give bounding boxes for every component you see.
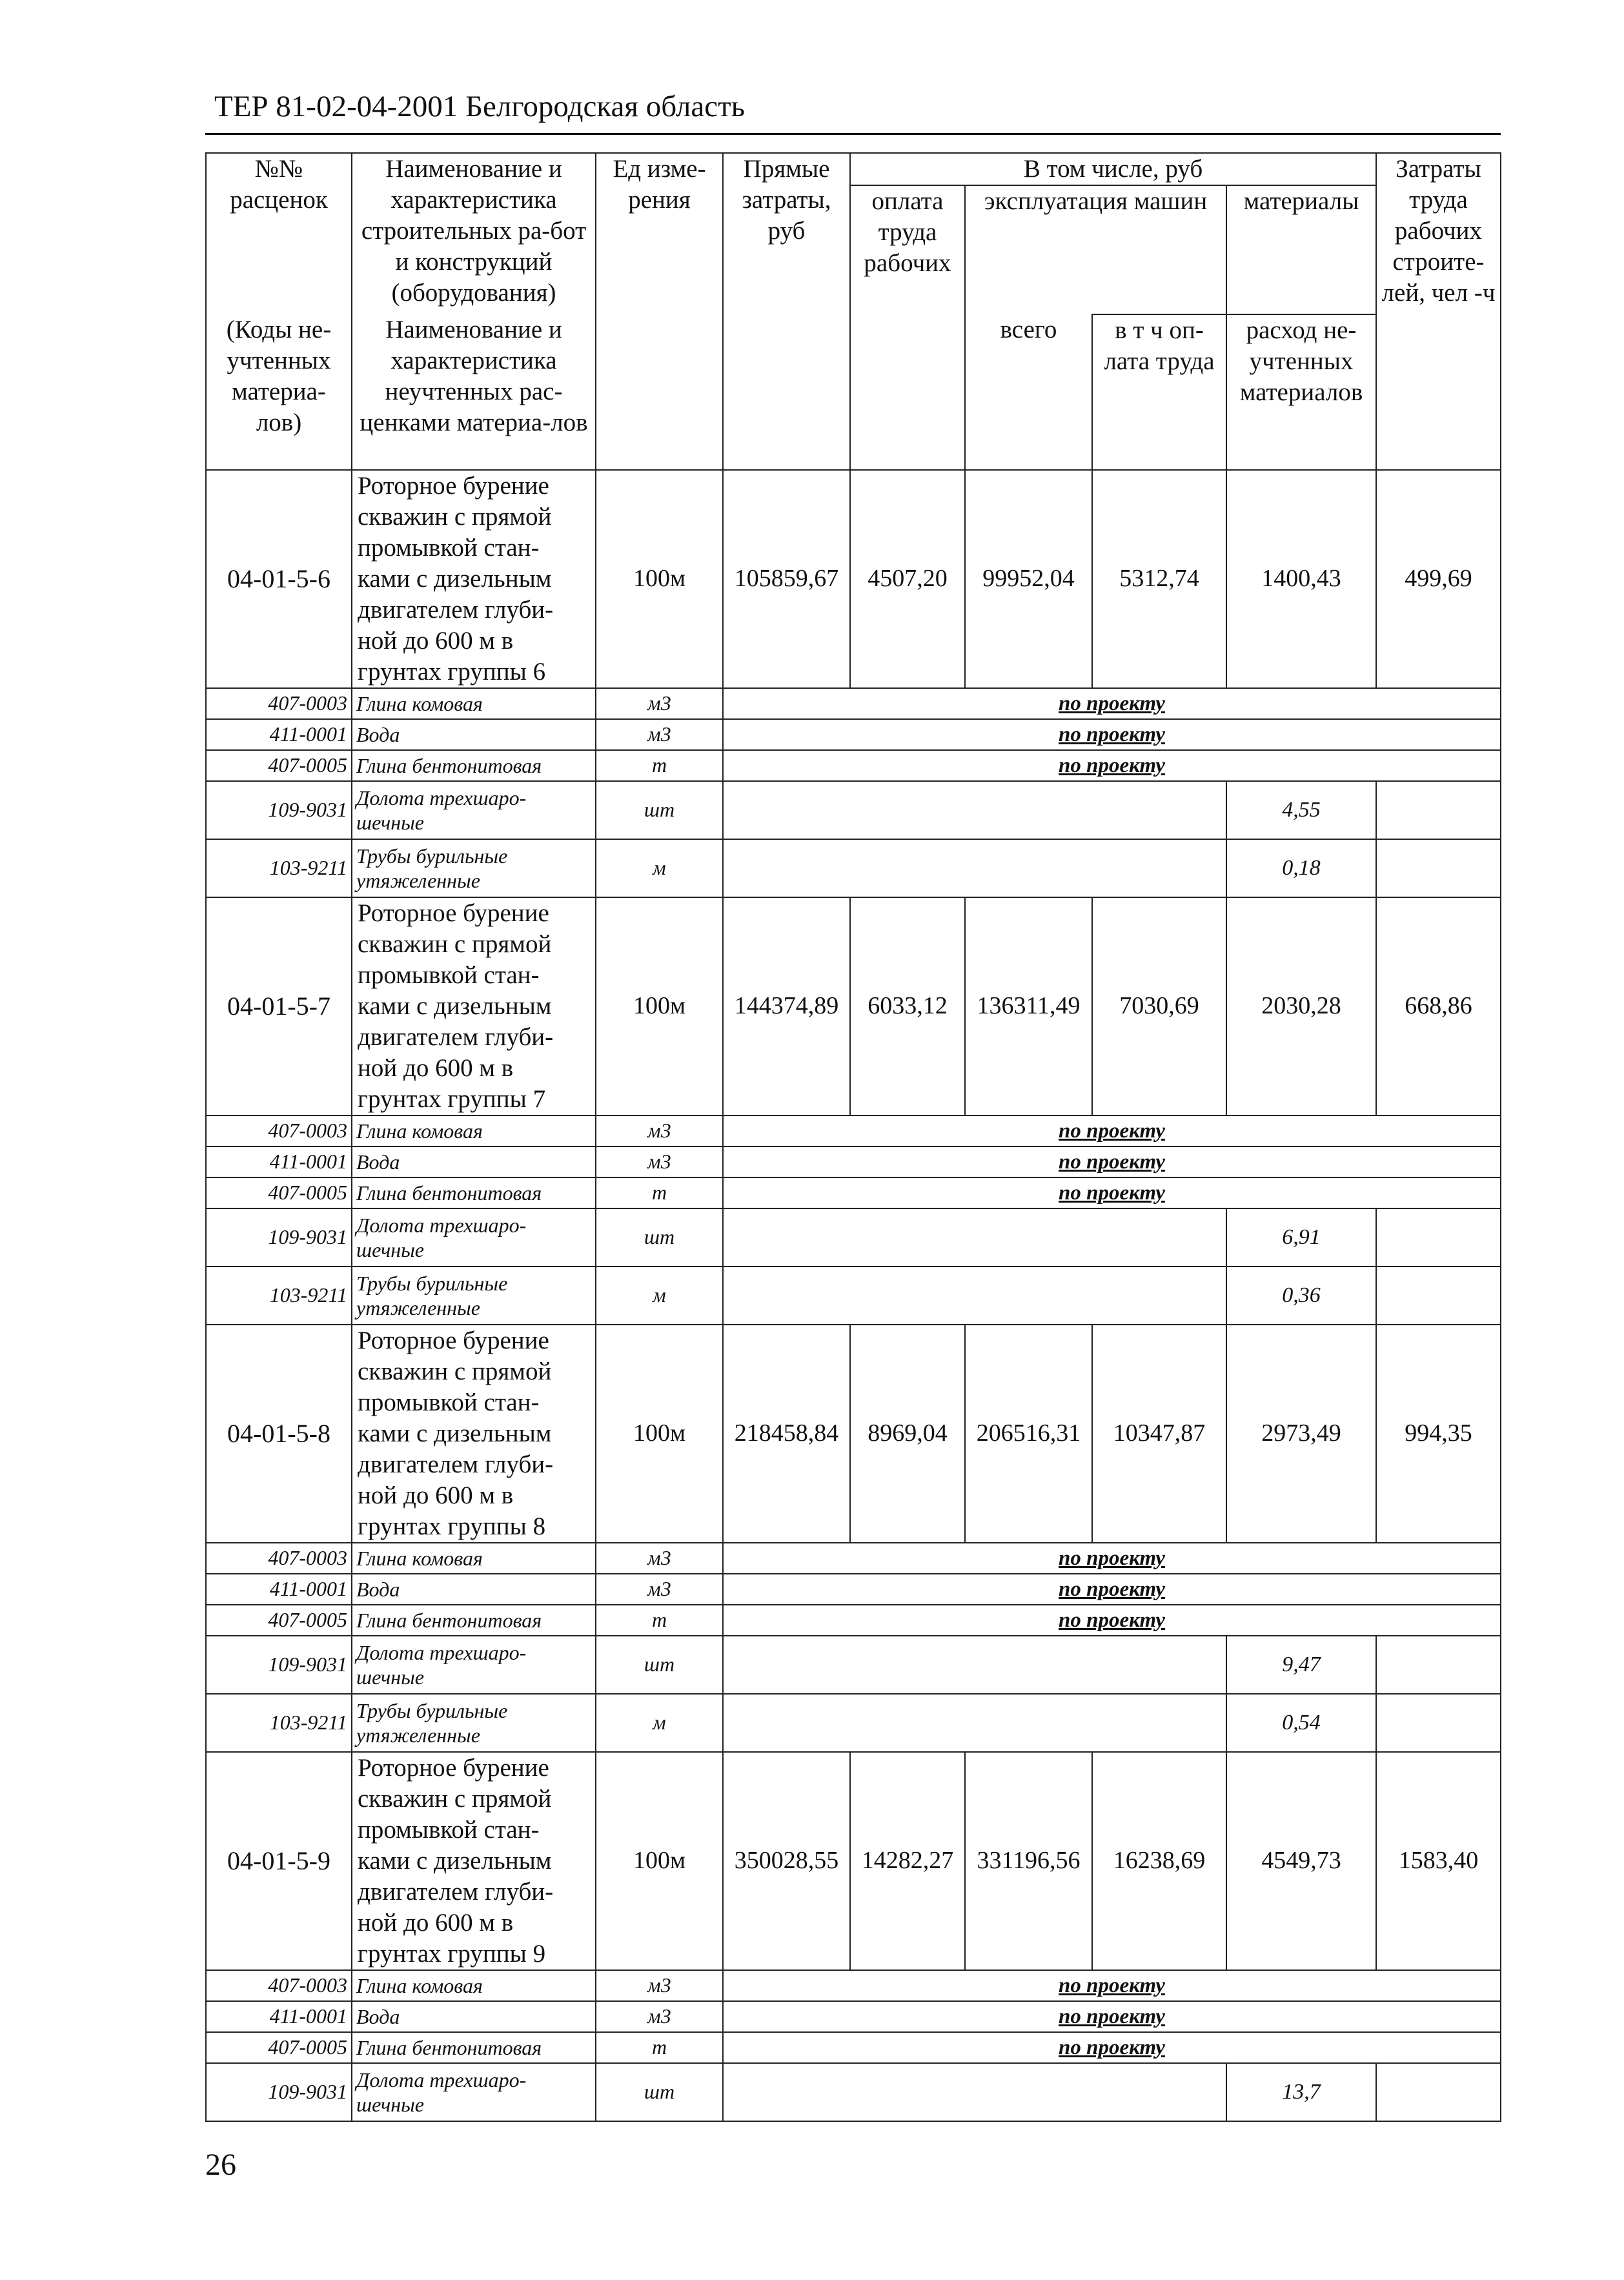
material-per-project: по проекту (723, 688, 1501, 719)
document-title: ТЕР 81-02-04-2001 Белгородская область (214, 90, 746, 123)
material-row (206, 750, 1501, 781)
header-labor-pay: оплата труда рабочих (850, 185, 965, 470)
material-unit: шт (596, 2063, 723, 2121)
header-direct-costs: Прямые затраты, руб (723, 153, 850, 470)
material-unit: т (596, 1605, 723, 1636)
material-unit: м3 (596, 1574, 723, 1605)
material-row (206, 719, 1501, 750)
material-unit: м (596, 1267, 723, 1325)
work-name-line: двигателем глуби- (358, 1450, 554, 1478)
rate-labor-pay: 8969,04 (850, 1325, 965, 1543)
material-blank-last (1376, 1208, 1501, 1267)
material-code: 109-9031 (206, 1636, 352, 1694)
rate-machines-labor: 5312,74 (1092, 470, 1226, 688)
rate-unit: 100м (596, 1752, 723, 1970)
work-name-line: грунтах группы 8 (358, 1512, 546, 1540)
material-blank-last (1376, 2063, 1501, 2121)
work-name-line: скважин с прямой (358, 503, 552, 531)
material-per-project: по проекту (723, 750, 1501, 781)
header-material-usage: расход не-учтенных материалов (1226, 314, 1376, 470)
rate-work-name (352, 1752, 596, 1970)
header-materials: материалы (1226, 185, 1376, 314)
rate-unit: 100м (596, 470, 723, 688)
material-unit: т (596, 1177, 723, 1208)
rate-code: 04-01-5-7 (206, 897, 352, 1115)
material-name: Глина бентонитовая (352, 2032, 596, 2063)
material-code: 109-9031 (206, 1208, 352, 1267)
rate-row (206, 1325, 1501, 1543)
material-row (206, 1146, 1501, 1177)
rate-labor-pay: 14282,27 (850, 1752, 965, 1970)
rates-table (205, 152, 1501, 2122)
work-name-line: ками с дизельным (358, 1420, 552, 1447)
header-unaccounted-codes: (Коды не-учтенных материа-лов) (206, 314, 352, 470)
material-unit: шт (596, 781, 723, 839)
material-code: 411-0001 (206, 1146, 352, 1177)
material-name: Трубы бурильные утяжеленные (352, 1694, 596, 1752)
material-unit: т (596, 2032, 723, 2063)
work-name-line: Роторное бурение (358, 1754, 549, 1782)
rate-row (206, 1752, 1501, 1970)
work-name-line: скважин с прямой (358, 1785, 552, 1813)
work-name-line: промывкой стан- (358, 534, 540, 562)
material-per-project: по проекту (723, 1605, 1501, 1636)
rate-code: 04-01-5-8 (206, 1325, 352, 1543)
material-name: Вода (352, 1574, 596, 1605)
work-name-line: грунтах группы 9 (358, 1940, 546, 1968)
material-blank-last (1376, 1636, 1501, 1694)
rate-materials: 4549,73 (1226, 1752, 1376, 1970)
work-name-line: грунтах группы 7 (358, 1085, 546, 1113)
material-row (206, 1543, 1501, 1574)
rate-machines-total: 206516,31 (965, 1325, 1092, 1543)
material-quantity: 0,18 (1226, 839, 1376, 897)
material-row (206, 1574, 1501, 1605)
rate-work-name (352, 1325, 596, 1543)
material-name: Долота трехшаро-шечные (352, 1636, 596, 1694)
material-code: 109-9031 (206, 781, 352, 839)
header-code: №№ расценок (206, 153, 352, 314)
material-code: 109-9031 (206, 2063, 352, 2121)
material-row (206, 1177, 1501, 1208)
header-unit: Ед изме-рения (596, 153, 723, 470)
work-name-line: ной до 600 м в (358, 1054, 514, 1082)
work-name-line: ками с дизельным (358, 992, 552, 1020)
rate-unit: 100м (596, 897, 723, 1115)
material-blank (723, 1208, 1226, 1267)
rate-work-name (352, 897, 596, 1115)
rate-materials: 2030,28 (1226, 897, 1376, 1115)
material-per-project: по проекту (723, 1543, 1501, 1574)
material-code: 407-0003 (206, 1543, 352, 1574)
rate-materials: 2973,49 (1226, 1325, 1376, 1543)
material-per-project: по проекту (723, 1574, 1501, 1605)
material-name: Глина бентонитовая (352, 1177, 596, 1208)
material-quantity: 0,36 (1226, 1267, 1376, 1325)
material-blank-last (1376, 1267, 1501, 1325)
material-name: Вода (352, 2001, 596, 2032)
rate-direct-costs: 350028,55 (723, 1752, 850, 1970)
material-unit: м3 (596, 1146, 723, 1177)
work-name-line: ной до 600 м в (358, 1909, 514, 1937)
material-blank-last (1376, 839, 1501, 897)
material-blank (723, 781, 1226, 839)
material-quantity: 9,47 (1226, 1636, 1376, 1694)
work-name-line: Роторное бурение (358, 1327, 549, 1354)
rate-machines-total: 99952,04 (965, 470, 1092, 688)
material-name: Глина бентонитовая (352, 1605, 596, 1636)
material-quantity: 4,55 (1226, 781, 1376, 839)
material-name: Трубы бурильные утяжеленные (352, 839, 596, 897)
material-code: 411-0001 (206, 2001, 352, 2032)
material-name: Трубы бурильные утяжеленные (352, 1267, 596, 1325)
material-name: Глина комовая (352, 1115, 596, 1146)
header-including: В том числе, руб (850, 153, 1376, 185)
rate-labor-hours: 499,69 (1376, 470, 1501, 688)
material-code: 407-0003 (206, 1115, 352, 1146)
material-blank (723, 1267, 1226, 1325)
material-row (206, 1267, 1501, 1325)
material-blank (723, 1694, 1226, 1752)
rate-direct-costs: 105859,67 (723, 470, 850, 688)
work-name-line: ной до 600 м в (358, 1481, 514, 1509)
material-name: Глина комовая (352, 1970, 596, 2001)
work-name-line: двигателем глуби- (358, 596, 554, 624)
rate-labor-hours: 1583,40 (1376, 1752, 1501, 1970)
material-blank-last (1376, 781, 1501, 839)
material-row (206, 2032, 1501, 2063)
material-code: 103-9211 (206, 1267, 352, 1325)
rate-work-name (352, 470, 596, 688)
material-row (206, 1636, 1501, 1694)
material-code: 407-0005 (206, 1605, 352, 1636)
rate-row (206, 470, 1501, 688)
material-code: 103-9211 (206, 839, 352, 897)
rate-direct-costs: 218458,84 (723, 1325, 850, 1543)
header-machines-total: всего (965, 314, 1092, 470)
header-labor-hours: Затраты труда рабочих строите-лей, чел -ч (1376, 153, 1501, 470)
material-name: Долота трехшаро-шечные (352, 1208, 596, 1267)
material-per-project: по проекту (723, 1146, 1501, 1177)
header-rule (205, 133, 1501, 135)
material-row (206, 1694, 1501, 1752)
material-unit: м3 (596, 2001, 723, 2032)
material-unit: м3 (596, 1970, 723, 2001)
material-quantity: 6,91 (1226, 1208, 1376, 1267)
work-name-line: Роторное бурение (358, 472, 549, 500)
material-unit: м3 (596, 1543, 723, 1574)
work-name-line: грунтах группы 6 (358, 658, 546, 686)
work-name-line: скважин с прямой (358, 1358, 552, 1385)
material-blank (723, 2063, 1226, 2121)
rate-labor-hours: 668,86 (1376, 897, 1501, 1115)
table-body (206, 470, 1501, 2121)
material-unit: шт (596, 1636, 723, 1694)
material-row (206, 2001, 1501, 2032)
rate-materials: 1400,43 (1226, 470, 1376, 688)
material-row (206, 688, 1501, 719)
material-name: Глина комовая (352, 688, 596, 719)
material-code: 411-0001 (206, 719, 352, 750)
rate-labor-pay: 4507,20 (850, 470, 965, 688)
material-blank-last (1376, 1694, 1501, 1752)
material-code: 407-0003 (206, 688, 352, 719)
work-name-line: промывкой стан- (358, 1816, 540, 1844)
material-per-project: по проекту (723, 1970, 1501, 2001)
material-code: 407-0005 (206, 1177, 352, 1208)
material-name: Долота трехшаро-шечные (352, 2063, 596, 2121)
material-name: Вода (352, 1146, 596, 1177)
header-machines-labor: в т ч оп-лата труда (1092, 314, 1226, 470)
material-quantity: 0,54 (1226, 1694, 1376, 1752)
rate-machines-total: 136311,49 (965, 897, 1092, 1115)
work-name-line: ками с дизельным (358, 1847, 552, 1875)
material-blank (723, 1636, 1226, 1694)
material-unit: м3 (596, 719, 723, 750)
work-name-line: двигателем глуби- (358, 1878, 554, 1906)
material-unit: т (596, 750, 723, 781)
material-per-project: по проекту (723, 2001, 1501, 2032)
work-name-line: ной до 600 м в (358, 627, 514, 655)
material-code: 103-9211 (206, 1694, 352, 1752)
material-code: 407-0005 (206, 750, 352, 781)
rate-direct-costs: 144374,89 (723, 897, 850, 1115)
material-quantity: 13,7 (1226, 2063, 1376, 2121)
work-name-line: двигателем глуби- (358, 1023, 554, 1051)
work-name-line: промывкой стан- (358, 961, 540, 989)
rate-machines-total: 331196,56 (965, 1752, 1092, 1970)
material-unit: м (596, 1694, 723, 1752)
material-per-project: по проекту (723, 1177, 1501, 1208)
material-row (206, 1970, 1501, 2001)
material-row (206, 1208, 1501, 1267)
page-number: 26 (205, 2148, 236, 2182)
material-per-project: по проекту (723, 2032, 1501, 2063)
header-name: Наименование и характеристика строительных ра-бот и конструкций (оборудования) (352, 153, 596, 314)
material-code: 407-0003 (206, 1970, 352, 2001)
header-machines: эксплуатация машин (965, 185, 1226, 314)
material-name: Вода (352, 719, 596, 750)
material-name: Глина бентонитовая (352, 750, 596, 781)
table-header (206, 153, 1501, 470)
material-per-project: по проекту (723, 719, 1501, 750)
rate-unit: 100м (596, 1325, 723, 1543)
work-name-line: промывкой стан- (358, 1389, 540, 1416)
header-unaccounted-names: Наименование и характеристика неучтенных рас-ценками материа-лов (352, 314, 596, 470)
rate-labor-hours: 994,35 (1376, 1325, 1501, 1543)
rate-code: 04-01-5-6 (206, 470, 352, 688)
work-name-line: скважин с прямой (358, 930, 552, 958)
material-row (206, 1605, 1501, 1636)
material-name: Долота трехшаро-шечные (352, 781, 596, 839)
rate-row (206, 897, 1501, 1115)
rate-machines-labor: 7030,69 (1092, 897, 1226, 1115)
material-blank (723, 839, 1226, 897)
material-row (206, 2063, 1501, 2121)
material-row (206, 1115, 1501, 1146)
material-per-project: по проекту (723, 1115, 1501, 1146)
work-name-line: ками с дизельным (358, 565, 552, 593)
material-code: 411-0001 (206, 1574, 352, 1605)
material-row (206, 781, 1501, 839)
rate-code: 04-01-5-9 (206, 1752, 352, 1970)
material-row (206, 839, 1501, 897)
work-name-line: Роторное бурение (358, 899, 549, 927)
rate-machines-labor: 16238,69 (1092, 1752, 1226, 1970)
material-unit: м (596, 839, 723, 897)
material-unit: м3 (596, 688, 723, 719)
material-name: Глина комовая (352, 1543, 596, 1574)
rate-labor-pay: 6033,12 (850, 897, 965, 1115)
material-code: 407-0005 (206, 2032, 352, 2063)
material-unit: м3 (596, 1115, 723, 1146)
rate-machines-labor: 10347,87 (1092, 1325, 1226, 1543)
material-unit: шт (596, 1208, 723, 1267)
